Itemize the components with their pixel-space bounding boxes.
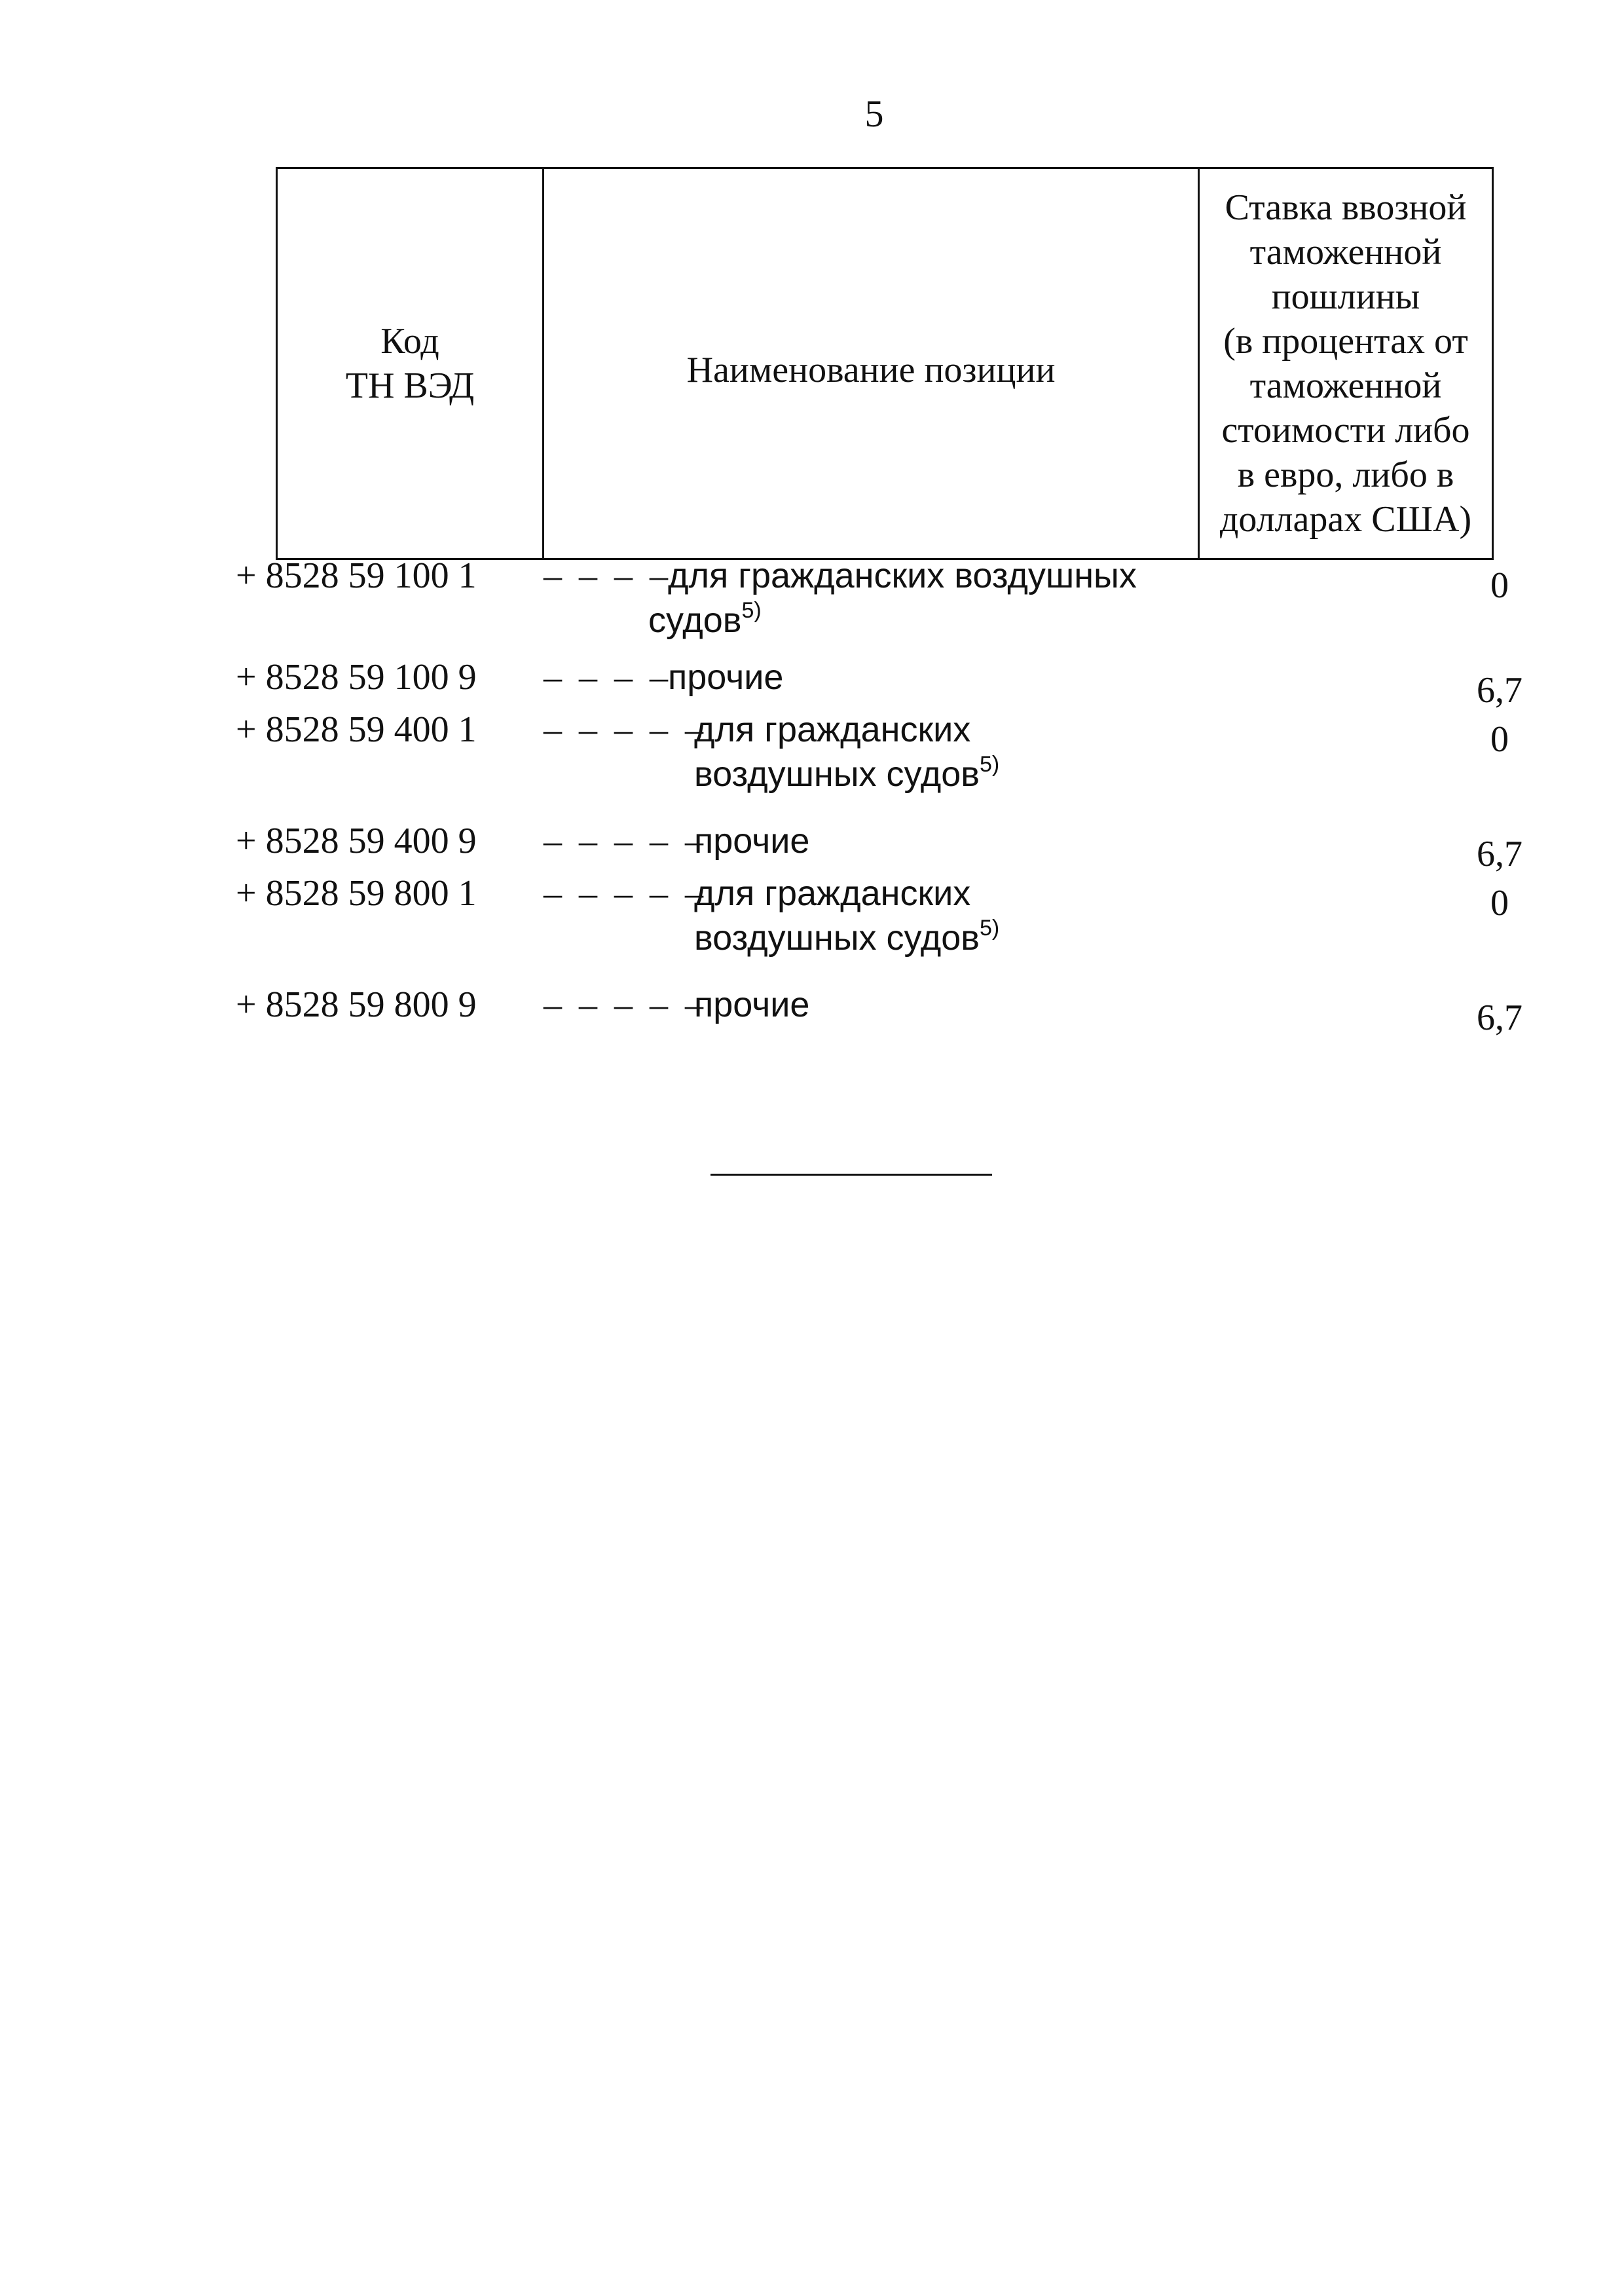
row-code: + 8528 59 400 9	[236, 821, 477, 861]
row-rate: 6,7	[1477, 670, 1522, 711]
closing-rule	[710, 1174, 992, 1176]
row-dashes: – – – –	[544, 555, 672, 596]
row-rate: 0	[1490, 883, 1509, 924]
row-dashes: – – – –	[544, 657, 672, 698]
row-description	[694, 707, 999, 796]
header-code-line: Код	[380, 321, 439, 362]
row-description	[694, 819, 809, 863]
footnote-marker: 5)	[979, 916, 1000, 941]
footnote-marker: 5)	[979, 752, 1000, 777]
header-rate-line: таможенной	[1249, 232, 1442, 272]
header-rate	[1200, 169, 1492, 558]
row-rate: 6,7	[1477, 834, 1522, 874]
row-description	[694, 871, 999, 960]
row-description-line: воздушных судов	[694, 918, 980, 958]
row-code: + 8528 59 100 1	[236, 555, 477, 596]
row-code: + 8528 59 800 9	[236, 984, 477, 1025]
header-code-line: ТН ВЭД	[345, 365, 475, 406]
page-number: 5	[864, 92, 884, 135]
row-description	[648, 553, 1137, 643]
footnote-marker: 5)	[741, 598, 762, 623]
header-rate-line: таможенной	[1249, 365, 1442, 406]
header-rate-line: стоимости либо	[1221, 410, 1470, 451]
header-name: Наименование позиции	[544, 169, 1200, 558]
row-rate: 0	[1490, 565, 1509, 606]
header-rate-line: долларах США)	[1219, 499, 1472, 540]
row-description-line: для гражданских	[694, 874, 971, 913]
row-description-line: для гражданских	[694, 710, 971, 749]
row-description-line: прочие	[668, 658, 784, 697]
header-rate-line: (в процентах от	[1223, 321, 1468, 362]
row-rate: 0	[1490, 719, 1509, 760]
row-dashes: – – – – –	[544, 821, 707, 861]
row-description	[694, 982, 809, 1027]
row-description-line: прочие	[694, 985, 810, 1024]
row-description-line: для гражданских воздушных	[668, 556, 1137, 595]
row-description-line: судов	[648, 601, 742, 640]
row-code: + 8528 59 100 9	[236, 657, 477, 698]
row-rate: 6,7	[1477, 998, 1522, 1038]
header-rate-line: пошлины	[1271, 276, 1420, 317]
table-header	[276, 167, 1494, 560]
row-description-line: прочие	[694, 821, 810, 861]
row-dashes: – – – – –	[544, 709, 707, 750]
row-description	[668, 655, 783, 700]
row-dashes: – – – – –	[544, 873, 707, 914]
row-code: + 8528 59 800 1	[236, 873, 477, 914]
header-rate-line: в евро, либо в	[1237, 455, 1454, 495]
row-code: + 8528 59 400 1	[236, 709, 477, 750]
header-rate-line: Ставка ввозной	[1225, 187, 1467, 228]
header-code	[278, 169, 544, 558]
row-dashes: – – – – –	[544, 984, 707, 1025]
row-description-line: воздушных судов	[694, 755, 980, 794]
